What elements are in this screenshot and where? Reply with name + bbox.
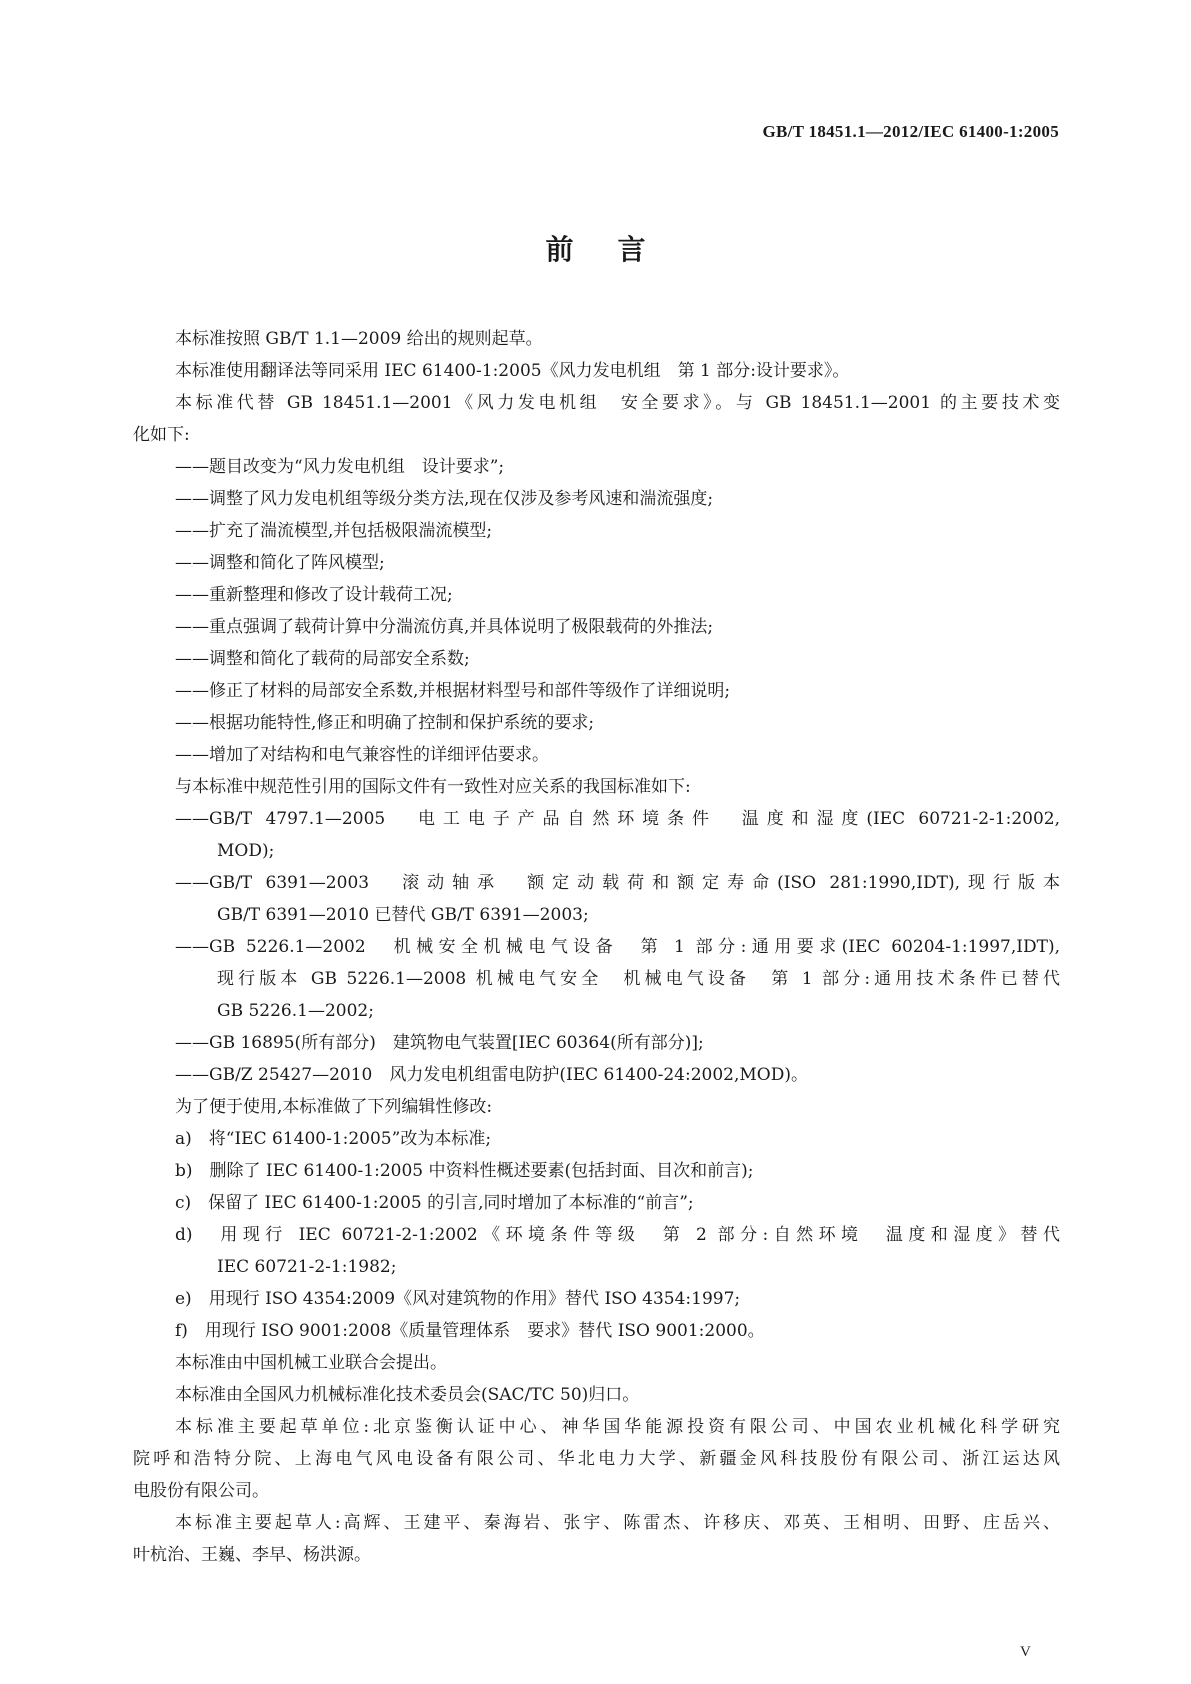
list-item: f) 用现行 ISO 9001:2008《质量管理体系 要求》替代 ISO 9001:2000。: [175, 1321, 765, 1341]
foreword-body: [133, 323, 1060, 1571]
list-item: ——题目改变为“风力发电机组 设计要求”;: [175, 457, 505, 477]
list-item: ——GB/Z 25427—2010 风力发电机组雷电防护(IEC 61400-24:2002,MOD)。: [175, 1065, 808, 1085]
list-item: d) 用现行 IEC 60721-2-1:2002《环境条件等级 第 2 部分:自然环境 温度和湿度》替代: [175, 1225, 1060, 1245]
list-item: ——根据功能特性,修正和明确了控制和保护系统的要求;: [175, 713, 595, 733]
text-line: 叶杭治、王巍、李早、杨洪源。: [133, 1545, 371, 1565]
list-item: ——GB 16895(所有部分) 建筑物电气装置[IEC 60364(所有部分)];: [175, 1033, 704, 1053]
page-title: 前言: [545, 233, 690, 266]
page-number: V: [1020, 1644, 1031, 1660]
list-item: ——调整和简化了阵风模型;: [175, 553, 385, 573]
list-item-continuation: GB/T 6391—2010 已替代 GB/T 6391—2003;: [217, 905, 589, 925]
text-line: 本标准由中国机械工业联合会提出。: [175, 1353, 447, 1373]
text-line: 化如下:: [133, 425, 190, 445]
text-line: 院呼和浩特分院、上海电气风电设备有限公司、华北电力大学、新疆金风科技股份有限公司、浙江运达风: [133, 1449, 1060, 1469]
list-item: ——重新整理和修改了设计载荷工况;: [175, 585, 453, 605]
list-item-continuation: MOD);: [217, 841, 275, 861]
text-line: 本标准使用翻译法等同采用 IEC 61400-1:2005《风力发电机组 第 1 部分:设计要求》。: [175, 361, 850, 381]
list-item: ——扩充了湍流模型,并包括极限湍流模型;: [175, 521, 493, 541]
text-line: 本标准按照 GB/T 1.1—2009 给出的规则起草。: [175, 329, 543, 349]
list-item: ——GB 5226.1—2002 机械安全机械电气设备 第 1 部分:通用要求(IEC 60204-1:1997,IDT),: [175, 937, 1060, 957]
list-item: b) 删除了 IEC 61400-1:2005 中资料性概述要素(包括封面、目次和前言);: [175, 1161, 754, 1181]
text-line: 与本标准中规范性引用的国际文件有一致性对应关系的我国标准如下:: [175, 777, 691, 797]
text-line: 本标准主要起草人:高辉、王建平、秦海岩、张宇、陈雷杰、许移庆、邓英、王相明、田野、庄岳兴、: [175, 1513, 1060, 1533]
list-item: ——增加了对结构和电气兼容性的详细评估要求。: [175, 745, 549, 765]
text-line: 为了便于使用,本标准做了下列编辑性修改:: [175, 1097, 493, 1117]
list-item: ——GB/T 4797.1—2005 电工电子产品自然环境条件 温度和湿度(IEC 60721-2-1:2002,: [175, 809, 1060, 829]
text-line: 本标准由全国风力机械标准化技术委员会(SAC/TC 50)归口。: [175, 1385, 640, 1405]
text-line: 本标准代替 GB 18451.1—2001《风力发电机组 安全要求》。与 GB 18451.1—2001 的主要技术变: [175, 393, 1060, 413]
list-item: ——GB/T 6391—2003 滚动轴承 额定动载荷和额定寿命(ISO 281:1990,IDT),现行版本: [175, 873, 1060, 893]
list-item: ——修正了材料的局部安全系数,并根据材料型号和部件等级作了详细说明;: [175, 681, 731, 701]
list-item: c) 保留了 IEC 61400-1:2005 的引言,同时增加了本标准的“前言”;: [175, 1193, 694, 1213]
list-item-continuation: 现行版本 GB 5226.1—2008 机械电气安全 机械电气设备 第 1 部分:通用技术条件已替代: [217, 969, 1060, 989]
list-item: ——调整和简化了载荷的局部安全系数;: [175, 649, 470, 669]
text-line: 本标准主要起草单位:北京鉴衡认证中心、神华国华能源投资有限公司、中国农业机械化科学研究: [175, 1417, 1060, 1437]
list-item: e) 用现行 ISO 4354:2009《风对建筑物的作用》替代 ISO 4354:1997;: [175, 1289, 741, 1309]
list-item: ——重点强调了载荷计算中分湍流仿真,并具体说明了极限载荷的外推法;: [175, 617, 714, 637]
list-item: ——调整了风力发电机组等级分类方法,现在仅涉及参考风速和湍流强度;: [175, 489, 714, 509]
text-line: 电股份有限公司。: [133, 1481, 269, 1501]
list-item-continuation: GB 5226.1—2002;: [217, 1001, 374, 1021]
list-item-continuation: IEC 60721-2-1:1982;: [217, 1257, 397, 1277]
document-code-header: GB/T 18451.1—2012/IEC 61400-1:2005: [762, 122, 1059, 141]
list-item: a) 将“IEC 61400-1:2005”改为本标准;: [175, 1129, 492, 1149]
